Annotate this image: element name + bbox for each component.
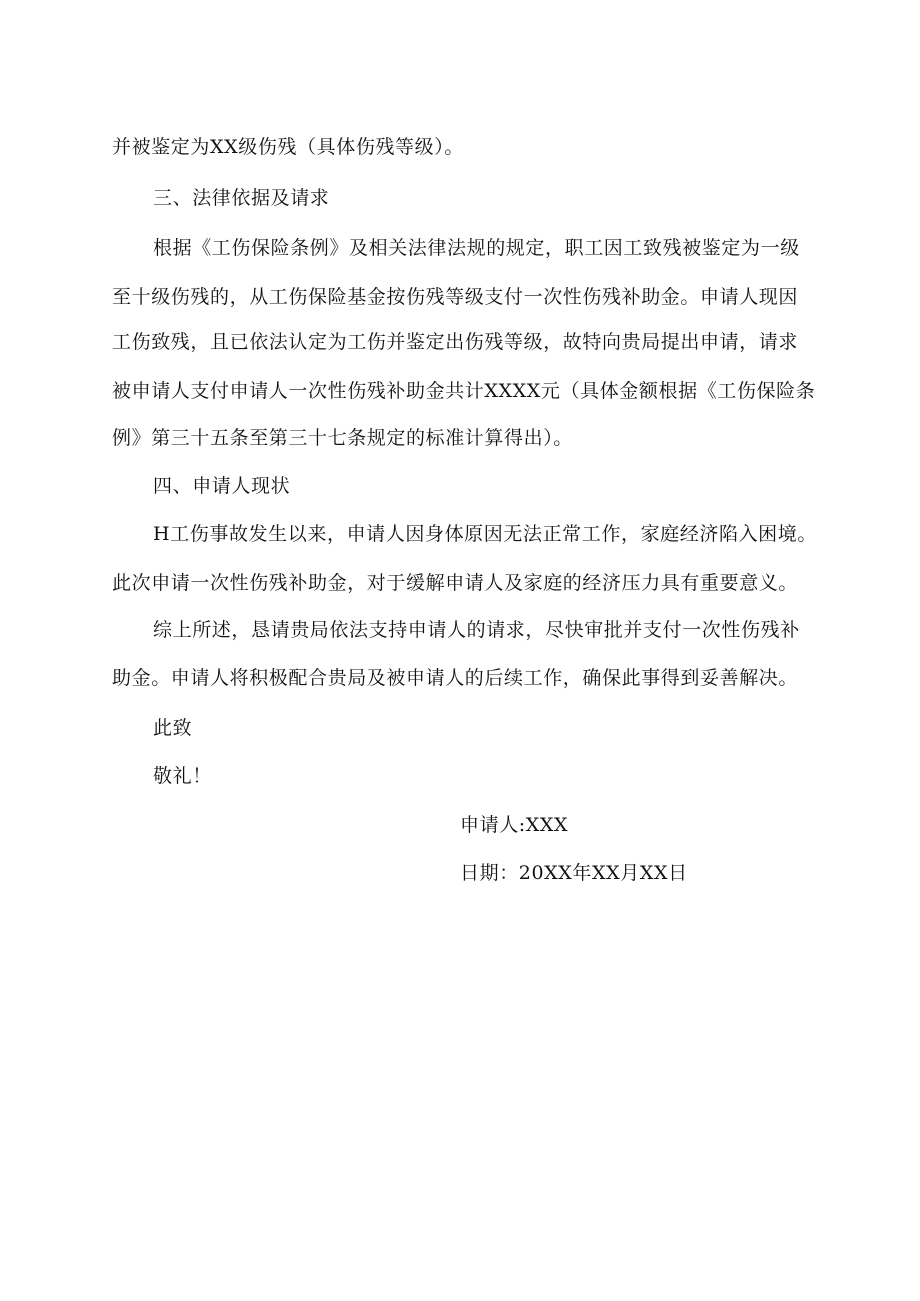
paragraph-line: 综上所述，恳请贵局依法支持申请人的请求，尽快审批并支付一次性伤残补 <box>153 619 800 641</box>
signature-date: 日期：20XX年XX月XX日 <box>460 862 688 884</box>
paragraph-line: 工伤致残，且已依法认定为工伤并鉴定出伤残等级，故特向贵局提出申请，请求 <box>112 331 799 353</box>
section-heading: 三、法律依据及请求 <box>153 187 330 209</box>
closing-regards: 敬礼！ <box>153 765 212 787</box>
signature-applicant: 申请人:XXX <box>460 814 569 836</box>
paragraph-line: 被申请人支付申请人一次性伤残补助金共计XXXX元（具体金额根据《工伤保险条 <box>112 380 816 402</box>
paragraph-line: 至十级伤残的，从工伤保险基金按伤残等级支付一次性伤残补助金。申请人现因 <box>112 286 799 308</box>
paragraph-line: H工伤事故发生以来，申请人因身体原因无法正常工作，家庭经济陷入困境。 <box>153 523 817 545</box>
paragraph-line: 例》第三十五条至第三十七条规定的标准计算得出）。 <box>112 427 573 449</box>
section-heading: 四、申请人现状 <box>153 475 291 497</box>
paragraph-line: 助金。申请人将积极配合贵局及被申请人的后续工作，确保此事得到妥善解决。 <box>112 667 799 689</box>
closing-salutation: 此致 <box>153 717 193 739</box>
paragraph-line: 此次申请一次性伤残补助金，对于缓解申请人及家庭的经济压力具有重要意义。 <box>112 572 799 594</box>
paragraph-line: 根据《工伤保险条例》及相关法律法规的规定，职工因工致残被鉴定为一级 <box>153 237 800 259</box>
paragraph-line: 并被鉴定为XX级伤残（具体伤残等级）。 <box>112 136 464 158</box>
